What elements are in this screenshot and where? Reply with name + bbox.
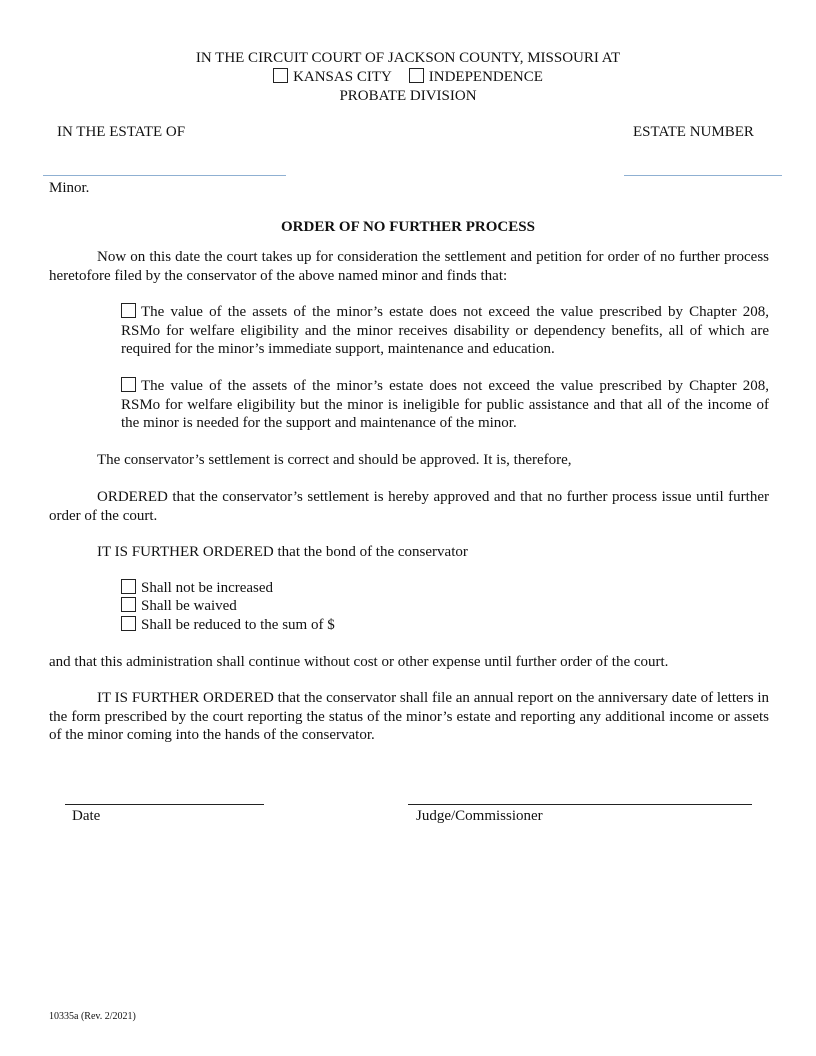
judge-label: Judge/Commissioner <box>416 808 543 824</box>
bond-waived-checkbox[interactable] <box>121 597 136 612</box>
bond-option-label: Shall be waived <box>141 598 237 614</box>
finding-1-checkbox[interactable] <box>121 303 136 318</box>
document-title: ORDER OF NO FURTHER PROCESS <box>281 219 535 235</box>
estate-number-label: ESTATE NUMBER <box>633 124 754 140</box>
division-heading: PROBATE DIVISION <box>339 88 477 104</box>
court-heading: IN THE CIRCUIT COURT OF JACKSON COUNTY, MISSOURI AT <box>195 50 621 66</box>
estate-name-field[interactable] <box>43 175 286 176</box>
intro-paragraph: Now on this date the court takes up for consideration the settlement and petition for order of no further process heretofore filed by the conservator of the above named minor and finds that: <box>49 249 769 284</box>
bond-option-label: Shall not be increased <box>141 580 274 596</box>
finding-1-text: The value of the assets of the minor’s estate does not exceed the value prescribed by Chapter 208, RSMo for welfare eligibility and the minor receives disability or dependency benefits, all of which are required for the minor’s immediate support, maintenance and education. <box>121 304 769 357</box>
bond-option-not-increased <box>121 579 273 598</box>
location-options <box>0 68 816 87</box>
estate-number-field[interactable] <box>624 175 782 176</box>
bond-reduced-checkbox[interactable] <box>121 616 136 631</box>
settlement-paragraph: The conservator’s settlement is correct and should be approved. It is, therefore, <box>97 452 572 468</box>
finding-2-checkbox[interactable] <box>121 377 136 392</box>
date-label: Date <box>72 808 101 824</box>
finding-1 <box>121 303 769 359</box>
administration-paragraph: and that this administration shall continue without cost or other expense until further order of the court. <box>49 654 669 670</box>
bond-option-reduced <box>121 616 335 635</box>
finding-2-text: The value of the assets of the minor’s estate does not exceed the value prescribed by Chapter 208, RSMo for welfare eligibility but the minor is ineligible for public assistance and that all of the income of the minor is needed for the support and maintenance of the minor. <box>121 378 769 431</box>
bond-not-increased-checkbox[interactable] <box>121 579 136 594</box>
finding-2 <box>121 377 769 433</box>
bond-option-label: Shall be reduced to the sum of $ <box>141 617 335 633</box>
judge-signature-line[interactable] <box>408 804 752 805</box>
form-number: 10335a (Rev. 2/2021) <box>49 1011 136 1022</box>
bond-intro: IT IS FURTHER ORDERED that the bond of the conservator <box>97 544 468 560</box>
independence-checkbox[interactable] <box>409 68 424 83</box>
bond-option-waived <box>121 597 237 616</box>
kansas-city-checkbox[interactable] <box>273 68 288 83</box>
independence-label: INDEPENDENCE <box>428 69 543 85</box>
estate-of-label: IN THE ESTATE OF <box>57 124 186 140</box>
kansas-city-label: KANSAS CITY <box>293 69 392 85</box>
date-signature-line[interactable] <box>65 804 264 805</box>
minor-label: Minor. <box>49 180 90 196</box>
annual-report-paragraph: IT IS FURTHER ORDERED that the conservator shall file an annual report on the anniversary date of letters in the form prescribed by the court reporting the status of the minor’s estate and reporting any additional income or assets of the minor coming into the hands of the conservator. <box>49 690 769 743</box>
ordered-paragraph: ORDERED that the conservator’s settlement is hereby approved and that no further process issue until further order of the court. <box>49 489 769 524</box>
